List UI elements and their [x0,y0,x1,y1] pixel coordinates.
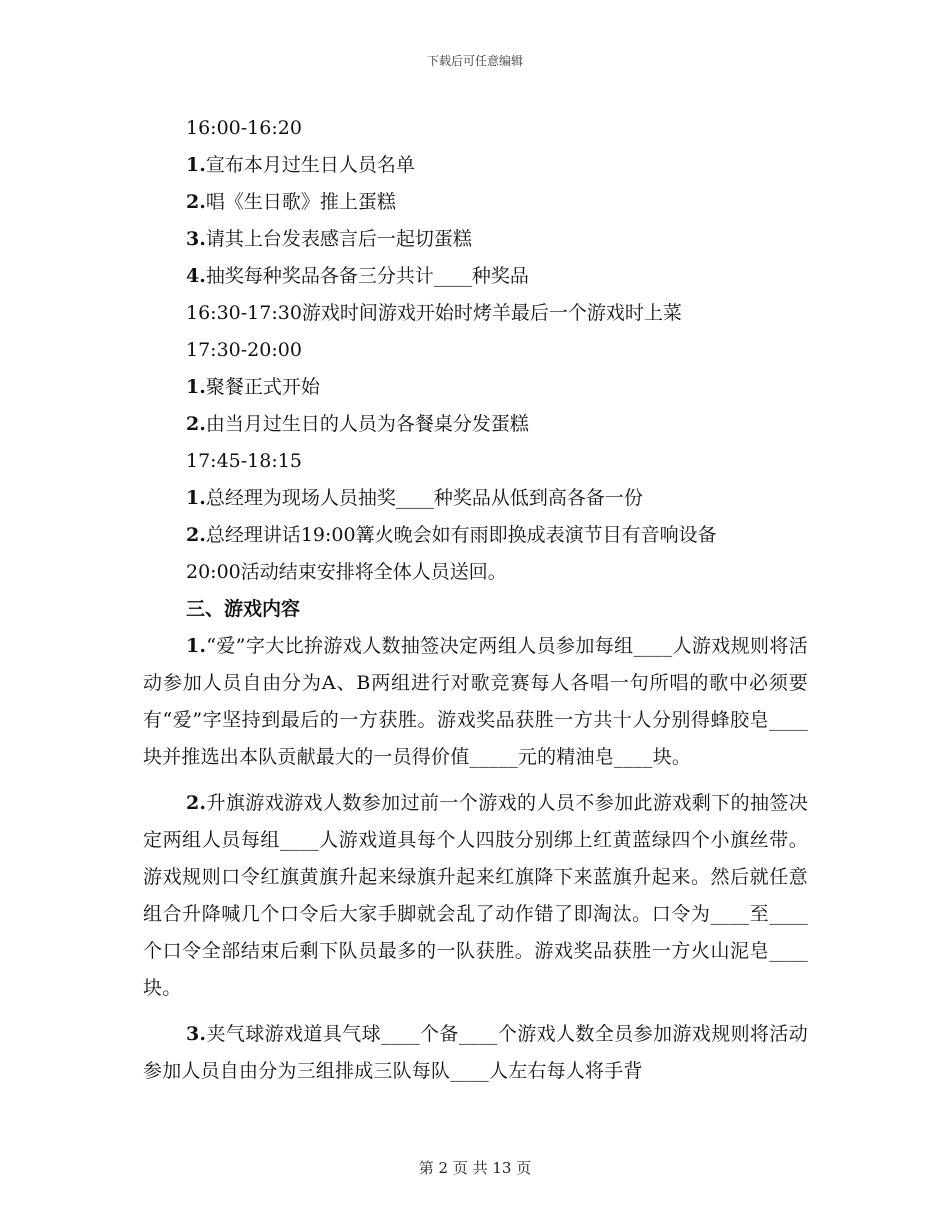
schedule-text: 请其上台发表感言后一起切蛋糕 [205,228,472,250]
page-number: 第 2 页 共 13 页 [418,1159,532,1177]
game-paragraph [143,1016,808,1090]
schedule-line [143,147,808,184]
schedule-text: 宣布本月过生日人员名单 [205,154,415,176]
schedule-text: 聚餐正式开始 [205,376,320,398]
schedule-num: 1. [186,154,206,176]
schedule-line [143,110,808,147]
schedule-text: 16:30-17:30游戏时间游戏开始时烤羊最后一个游戏时上菜 [186,302,682,324]
schedule-num: 1. [186,487,206,509]
schedule-text: 16:00-16:20 [186,117,302,139]
schedule-line [143,554,808,591]
schedule-text: 17:45-18:15 [186,450,302,472]
schedule-text: 唱《生日歌》推上蛋糕 [205,191,396,213]
schedule-num: 2. [186,191,206,213]
schedule-text: 由当月过生日的人员为各餐桌分发蛋糕 [205,413,529,435]
paragraph-text: 升旗游戏游戏人数参加过前一个游戏的人员不参加此游戏剩下的抽签决定两组人员每组____人游戏道具每个人四肢分别绑上红黄蓝绿四个小旗丝带。游戏规则口令红旗黄旗升起来绿旗升起来红旗降下来蓝旗升起来。然后就任意组合升降喊几个口令后大家手脚就会乱了动作错了即淘汰。口令为____至____个口令全部结束后剩下队员最多的一队获胜。游戏奖品获胜一方火山泥皂____块。 [143,792,808,999]
schedule-text: 总经理讲话19:00篝火晚会如有雨即换成表演节目有音响设备 [205,524,717,546]
schedule-text: 抽奖每种奖品各备三分共计____种奖品 [205,265,529,287]
schedule-num: 4. [186,265,206,287]
schedule-line [143,406,808,443]
schedule-line [143,258,808,295]
paragraph-text: 夹气球游戏道具气球____个备____个游戏人数全员参加游戏规则将活动参加人员自由分为三组排成三队每队____人左右每人将手背 [143,1023,808,1082]
schedule-line [143,332,808,369]
schedule-num: 2. [186,413,206,435]
schedule-text: 总经理为现场人员抽奖____种奖品从低到高各备一份 [205,487,643,509]
schedule-line [143,480,808,517]
schedule-num: 2. [186,524,206,546]
schedule-line [143,295,808,332]
schedule-text: 17:30-20:00 [186,339,302,361]
header-note: 下载后可任意编辑 [426,54,523,68]
schedule-line [143,221,808,258]
schedule-num: 3. [186,228,206,250]
schedule-line [143,369,808,406]
game-paragraph [143,628,808,776]
document-body [143,110,808,1099]
paragraph-text: “爱”字大比拚游戏人数抽签决定两组人员参加每组____人游戏规则将活动参加人员自由分为A、B两组进行对歌竞赛每人各唱一句所唱的歌中必须要有“爱”字坚持到最后的一方获胜。游戏奖品获胜一方共十人分别得蜂胶皂____块并推选出本队贡献最大的一员得价值_____元的精油皂____块。 [143,635,808,768]
paragraph-num: 2. [186,792,207,814]
schedule-text: 20:00活动结束安排将全体人员送回。 [186,561,507,583]
paragraph-num: 1. [186,635,207,657]
section-heading: 三、游戏内容 [186,598,301,620]
game-paragraph [143,785,808,1007]
schedule-num: 1. [186,376,206,398]
paragraph-num: 3. [186,1023,207,1045]
schedule-line [143,517,808,554]
schedule-line [143,443,808,480]
schedule-line [143,184,808,221]
